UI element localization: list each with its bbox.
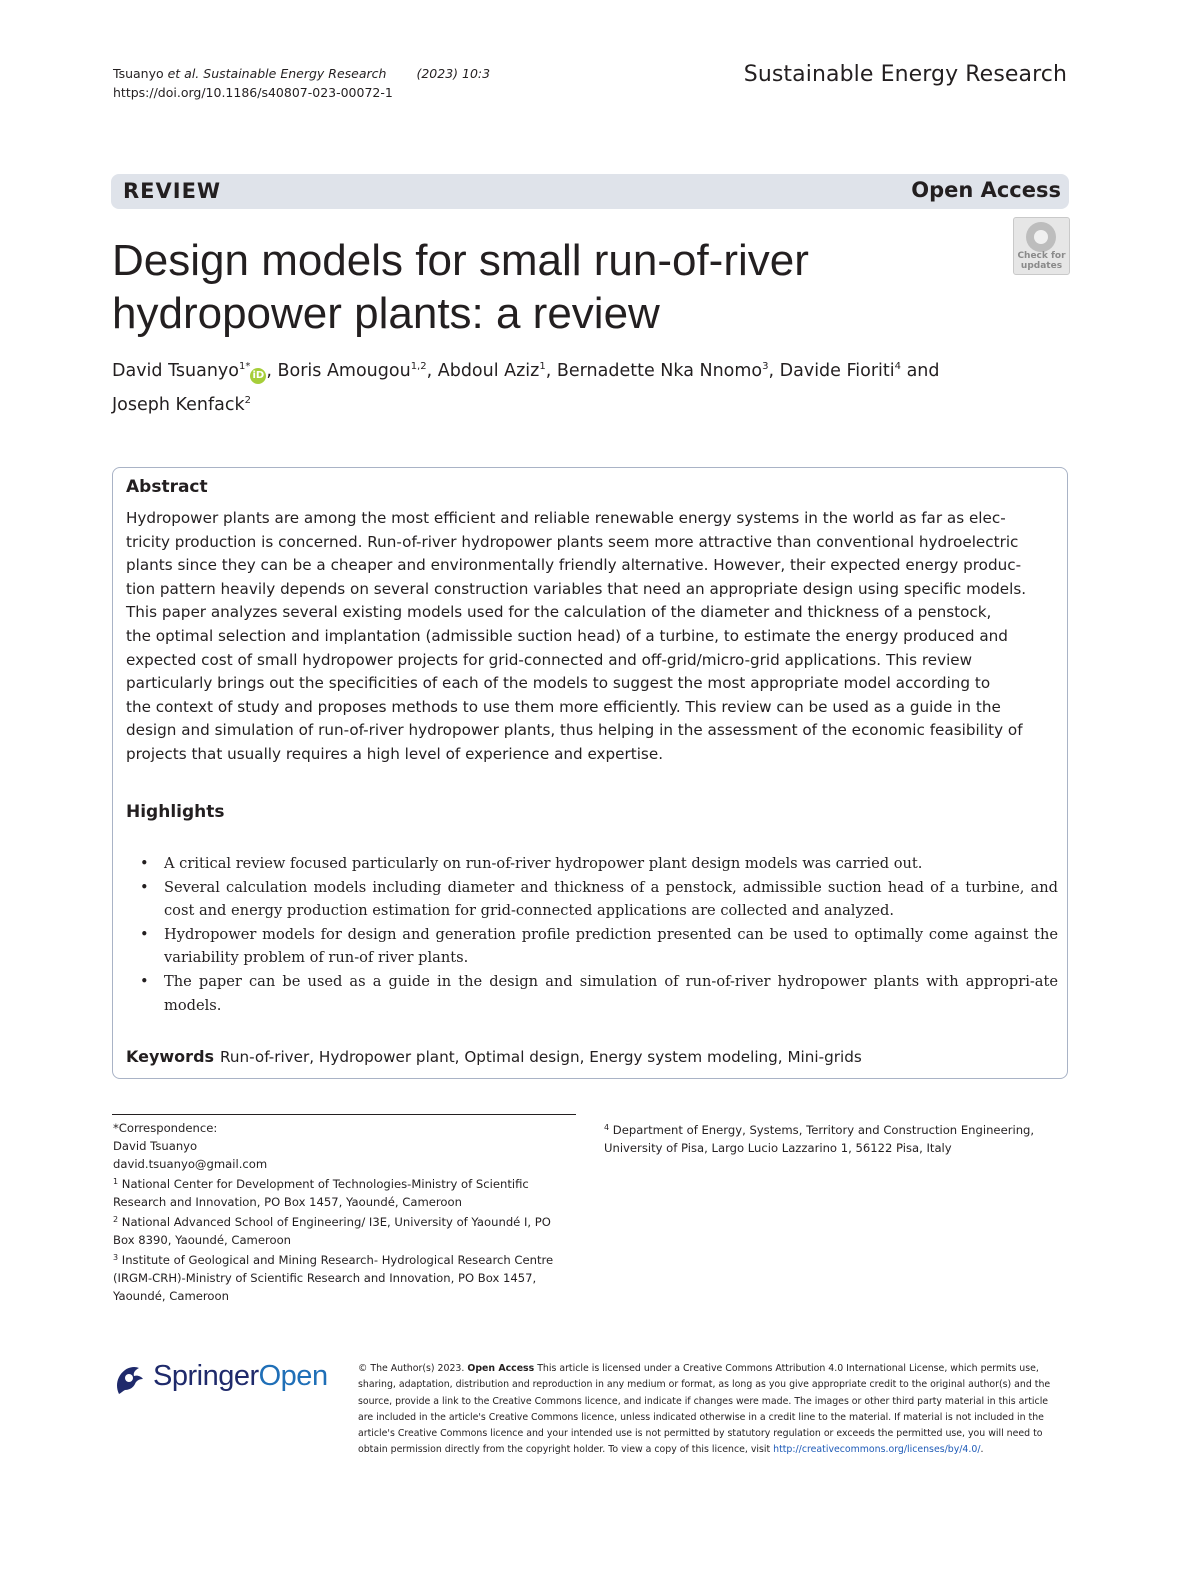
abstract-line: expected cost of small hydropower projects for grid-connected and off-grid/micro-grid applications. This review	[126, 650, 973, 669]
abstract-line: Hydropower plants are among the most efficient and reliable renewable energy systems in the world as far as elec-	[126, 509, 1006, 527]
abstract-text	[126, 507, 1058, 767]
author-name[interactable]: Davide Fioriti	[779, 361, 895, 381]
highlight-item: • A critical review focused particularly on run-of-river hydropower plant design models was carried out.	[140, 852, 1058, 876]
author-affiliation: 1,2	[410, 361, 427, 372]
affiliation-3: $^3$ Institute of Geological and Mining Research- Hydrological Research Centre (IRGM-CRH)-Ministry of Scientific Research and Innovation, PO Box 1457, Yaoundé, Cameroon	[113, 1253, 554, 1303]
keywords-text: Run-of-river, Hydropower plant, Optimal design, Energy system modeling, Mini-grids	[220, 1048, 862, 1066]
license-link[interactable]: http://creativecommons.org/licenses/by/4.0/	[773, 1444, 981, 1456]
open-access-label: Open Access	[911, 178, 1061, 202]
springer-wordmark: SpringerOpen	[153, 1360, 328, 1392]
abstract-line: design and simulation of run-of-river hydropower plants, thus helping in the assessment of the economic feasibility of	[126, 721, 1023, 740]
springer-horse-icon	[113, 1362, 147, 1398]
article-type-band	[111, 174, 1069, 209]
running-header	[113, 64, 490, 102]
check-for-updates-label: Check for updates	[1017, 251, 1066, 271]
highlight-item: • Several calculation models including diameter and thickness of a penstock, admissible suction head of a turbine, and cost and energy production estimation for grid-connected applications are collected and analyzed.	[140, 876, 1058, 923]
highlight-item: • Hydropower models for design and generation profile prediction presented can be used to optimally come against the variability problem of run-of river plants.	[140, 923, 1058, 970]
orcid-icon[interactable]: iD	[250, 368, 266, 384]
affiliation-1: $^1$ National Center for Development of Technologies-Ministry of Scientific Research and Innovation, PO Box 1457, Yaoundé, Cameroon	[113, 1177, 529, 1209]
abstract-line: projects that usually requires a high level of experience and expertise.	[126, 744, 664, 763]
check-for-updates-icon	[1026, 222, 1056, 252]
citation-authors: Tsuanyo	[113, 66, 164, 81]
author-name[interactable]: Boris Amougou	[277, 361, 411, 381]
highlights-list	[140, 852, 1058, 1017]
citation-year: (2023) 10:3	[416, 66, 491, 81]
footnote-divider	[112, 1114, 576, 1115]
author-affiliation: 2	[244, 395, 251, 406]
keywords-label: Keywords	[126, 1047, 215, 1066]
correspondence-email[interactable]: david.tsuanyo@gmail.com	[113, 1157, 268, 1171]
correspondence-name: David Tsuanyo	[113, 1139, 198, 1153]
citation-journal: et al. Sustainable Energy Research	[163, 66, 387, 81]
abstract-line: the context of study and proposes methods to use them more efficiently. This review can be used as a guide in the	[126, 697, 1001, 716]
license-text: © The Author(s) 2023. Open Access This article is licensed under a Creative Commons Attribution 4.0 International License, which permits use, sharing, adaptation, distribution and reproduction in any medium or format, as long as you give appropriate credit to the original author(s) and the source, provide a link to the Creative Commons licence, and indicate if changes were made. The images or other third party material in this article are included in the article's Creative Commons licence, unless indicated otherwise in a credit line to the material. If material is not included in the article's Creative Commons licence and your intended use is not permitted by statutory regulation or exceeds the permitted use, you will need to obtain permission directly from the copyright holder. To view a copy of this licence, visit http://creativecommons.org/licenses/by/4.0/.	[358, 1363, 1051, 1456]
author-list: David Tsuanyo$^{1*}$iD , Boris Amougou$^{1,2}$, Abdoul Aziz$^1$, Bernadette Nka Nnomo$^3$, Davide Fioriti$^4$ and Joseph Kenfack$^2$	[112, 361, 940, 415]
highlights-heading: Highlights	[126, 802, 225, 822]
correspondence-label: *Correspondence:	[113, 1121, 218, 1135]
affiliation-4: $^4$ Department of Energy, Systems, Territory and Construction Engineering, University of Pisa, Largo Lucio Lazzarino 1, 56122 Pisa, Italy	[604, 1123, 1035, 1155]
author-affiliation: 4	[894, 361, 902, 372]
footnotes-left	[113, 1119, 573, 1305]
author-affiliation: 1	[539, 361, 546, 372]
check-for-updates-button[interactable]	[1013, 217, 1070, 275]
author-affiliation: 3	[762, 361, 769, 372]
abstract-line: This paper analyzes several existing models used for the calculation of the diameter and thickness of a penstock,	[126, 603, 992, 622]
citation-line	[113, 64, 490, 83]
author-name[interactable]: David Tsuanyo	[112, 361, 239, 381]
abstract-line: plants since they can be a cheaper and environmentally friendly alternative. However, their expected energy produc-	[126, 556, 1022, 575]
doi-link[interactable]: https://doi.org/10.1186/s40807-023-00072-1	[113, 85, 393, 100]
footnotes-right	[604, 1119, 1044, 1157]
abstract-line: tricity production is concerned. Run-of-river hydropower plants seem more attractive than conventional hydroelectric	[126, 532, 1019, 551]
abstract-line: particularly brings out the specificities of each of the models to suggest the most appropriate model according to	[126, 674, 991, 693]
keywords	[126, 1047, 862, 1066]
author-name[interactable]: Joseph Kenfack	[112, 395, 245, 415]
author-name[interactable]: Abdoul Aziz	[437, 361, 540, 381]
abstract-line: tion pattern heavily depends on several construction variables that need an appropriate design using specific models.	[126, 579, 1027, 598]
affiliation-2: $^2$ National Advanced School of Engineering/ I3E, University of Yaoundé I, PO Box 8390, Yaoundé, Cameroon	[113, 1215, 551, 1247]
highlight-item: • The paper can be used as a guide in the design and simulation of run-of-river hydropower plants with appropri-ate models.	[140, 970, 1058, 1017]
author-affiliation: 1*	[238, 361, 251, 372]
abstract-line: the optimal selection and implantation (admissible suction head) of a turbine, to estimate the energy produced and	[126, 626, 1008, 645]
abstract-heading: Abstract	[126, 477, 208, 497]
author-name[interactable]: Bernadette Nka Nnomo	[556, 361, 763, 381]
journal-name: Sustainable Energy Research	[743, 62, 1067, 87]
article-title: Design models for small run-of-river hydropower plants: a review	[112, 236, 809, 338]
article-type: REVIEW	[123, 179, 222, 203]
